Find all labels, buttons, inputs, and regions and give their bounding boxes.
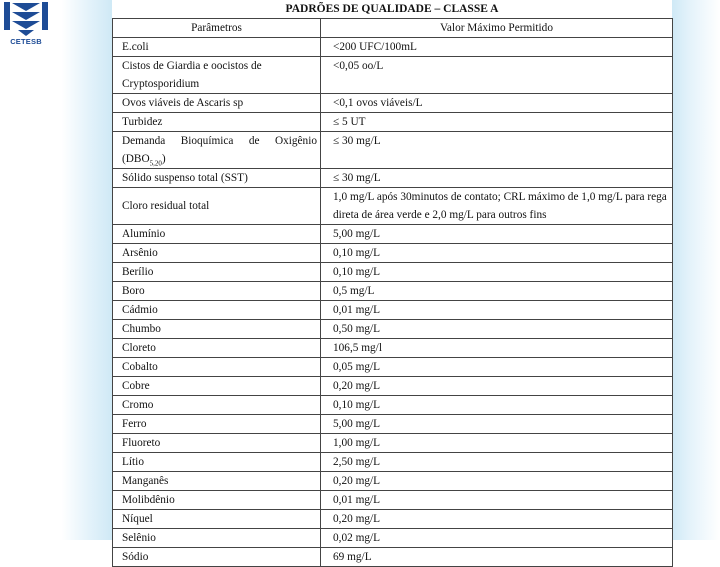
value-cell: 5,00 mg/L [321,225,673,244]
value-cell: <0,05 oo/L [321,57,673,94]
table-row [113,301,673,320]
value-cell: 0,20 mg/L [321,472,673,491]
param-subscript: 5,20 [149,159,162,168]
param-cell: Berílio [113,263,321,282]
value-cell: <200 UFC/100mL [321,38,673,57]
value-cell: ≤ 30 mg/L [321,169,673,188]
param-cell: E.coli [113,38,321,57]
table-row [113,548,673,567]
param-cell: Boro [113,282,321,301]
value-cell: 0,10 mg/L [321,244,673,263]
table-row [113,491,673,510]
table-row [113,339,673,358]
param-cell: Cloro residual total [113,188,321,225]
cetesb-logo-icon [4,2,48,38]
param-cell: Manganês [113,472,321,491]
quality-standards-table [112,18,673,567]
param-text: Demanda Bioquímica de Oxigênio (DBO [122,135,317,165]
table-row [113,434,673,453]
param-cell: Cloreto [113,339,321,358]
table-row [113,453,673,472]
table-row [113,225,673,244]
header-parameters: Parâmetros [113,19,321,38]
value-cell: ≤ 5 UT [321,113,673,132]
table-row [113,263,673,282]
param-cell: Arsênio [113,244,321,263]
left-gradient-band [0,0,112,540]
param-cell: Alumínio [113,225,321,244]
param-cell: Cobre [113,377,321,396]
value-cell: 1,0 mg/L após 30minutos de contato; CRL máximo de 1,0 mg/L para rega direta de área verde e 2,0 mg/L para outros fins [321,188,673,225]
right-gradient-band [672,0,720,540]
table-row [113,510,673,529]
value-cell: 0,20 mg/L [321,377,673,396]
param-cell: Selênio [113,529,321,548]
value-cell: 1,00 mg/L [321,434,673,453]
value-cell: 0,05 mg/L [321,358,673,377]
table-row [113,113,673,132]
param-cell: Fluoreto [113,434,321,453]
table-row [113,94,673,113]
value-cell: 5,00 mg/L [321,415,673,434]
value-cell: <0,1 ovos viáveis/L [321,94,673,113]
table-header-row [113,19,673,38]
param-cell: Lítio [113,453,321,472]
param-cell: Cádmio [113,301,321,320]
table-row [113,472,673,491]
logo-wordmark: CETESB [10,37,42,46]
value-cell: 0,5 mg/L [321,282,673,301]
table-row [113,57,673,94]
table-row [113,188,673,225]
table-row [113,132,673,169]
table-row [113,396,673,415]
param-cell: Molibdênio [113,491,321,510]
param-cell [113,132,321,169]
param-cell: Cromo [113,396,321,415]
param-cell: Chumbo [113,320,321,339]
table-row [113,377,673,396]
table-row [113,358,673,377]
table-row [113,244,673,263]
param-cell: Sólido suspenso total (SST) [113,169,321,188]
param-cell: Ovos viáveis de Ascaris sp [113,94,321,113]
value-cell: 106,5 mg/l [321,339,673,358]
param-cell: Turbidez [113,113,321,132]
document-title: PADRÕES DE QUALIDADE – CLASSE A [285,3,499,15]
document-sheet [112,0,672,563]
param-cell: Cistos de Giardia e oocistos de Cryptosporidium [113,57,321,94]
value-cell: ≤ 30 mg/L [321,132,673,169]
value-cell: 0,01 mg/L [321,301,673,320]
value-cell: 0,10 mg/L [321,263,673,282]
table-row [113,529,673,548]
header-max-value: Valor Máximo Permitido [321,19,673,38]
param-cell: Sódio [113,548,321,567]
table-row [113,38,673,57]
value-cell: 0,50 mg/L [321,320,673,339]
param-cell: Ferro [113,415,321,434]
param-cell: Cobalto [113,358,321,377]
value-cell: 69 mg/L [321,548,673,567]
value-cell: 0,20 mg/L [321,510,673,529]
table-row [113,169,673,188]
value-cell: 2,50 mg/L [321,453,673,472]
table-row [113,415,673,434]
table-row [113,282,673,301]
value-cell: 0,10 mg/L [321,396,673,415]
param-text-end: ) [161,153,166,165]
value-cell: 0,02 mg/L [321,529,673,548]
table-row [113,320,673,339]
param-cell: Níquel [113,510,321,529]
value-cell: 0,01 mg/L [321,491,673,510]
